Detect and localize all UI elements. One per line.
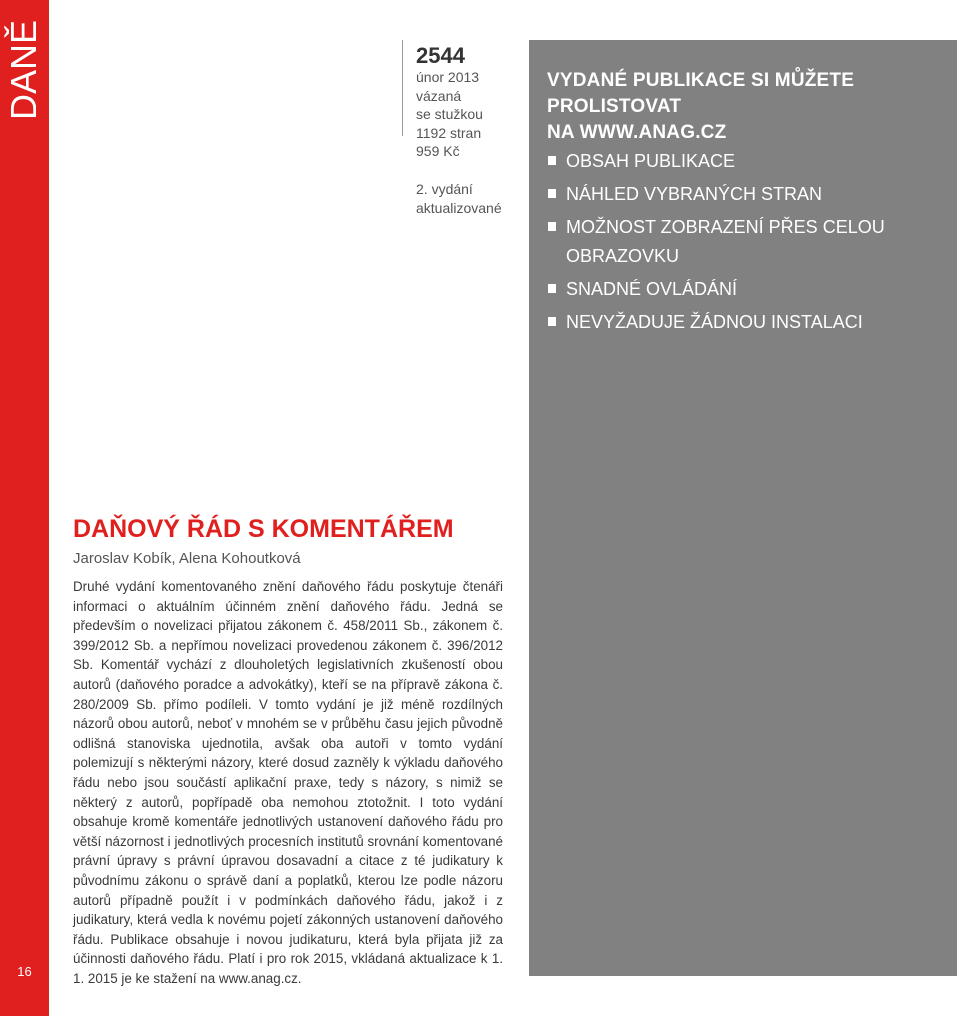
bullet-square-icon [548, 317, 556, 326]
feature-item [547, 180, 947, 209]
book-edition-line-2: aktualizované [416, 199, 502, 216]
book-binding-line-1: vázaná [416, 87, 462, 104]
feature-label: NÁHLED VYBRANÝCH STRAN [566, 184, 823, 204]
feature-list [547, 147, 947, 341]
book-price: 959 Kč [416, 143, 460, 160]
bullet-square-icon [548, 189, 556, 198]
book-date: únor 2013 [416, 69, 480, 85]
preview-heading-line-1: VYDANÉ PUBLIKACE SI MŮŽETE PROLISTOVAT [547, 70, 855, 117]
book-edition-line-1: 2. vydání [416, 180, 473, 197]
feature-label: NEVYŽADUJE ŽÁDNOU INSTALACI [566, 312, 863, 332]
book-binding-line-2: se stužkou [416, 106, 483, 123]
section-title: DANĚ [3, 19, 44, 121]
feature-label: SNADNÉ OVLÁDÁNÍ [566, 279, 738, 299]
feature-label: MOŽNOST ZOBRAZENÍ PŘES CELOU OBRAZOVKU [566, 217, 885, 266]
book-info [416, 44, 526, 217]
preview-heading-line-2: NA WWW.ANAG.CZ [547, 122, 727, 143]
feature-label: OBSAH PUBLIKACE [566, 151, 736, 171]
preview-heading [547, 68, 947, 146]
book-pages: 1192 stran [416, 124, 482, 141]
article-body: Druhé vydání komentovaného znění daňového řádu poskytuje čtenáři informaci o aktuálním účinném znění daňového řádu. Jedná se především o novelizaci přijatou zákonem č. 458/2011 Sb., zákonem č. 399/2012 Sb. a nepřímou novelizaci provedenou zákonem č. 396/2012 Sb. Komentář vychází z dlouholetých legislativních zkušeností obou autorů (daňového poradce a advokátky), kteří se na přípravě zákona č. 280/2009 Sb. přímo podíleli. V tomto vydání je již méně rozdílných názorů obou autorů, neboť v mnohém se v průběhu času jejich původně odlišná stanoviska ujednotila, avšak oba autoři v tomto vydání polemizují s některými názory, které dosud zazněly k výkladu daňového řádu nebo jsou součástí aplikační praxe, tedy s názory, s nimiž se některý z autorů, popřípadě oba nemohou ztotožnit. I toto vydání obsahuje kromě komentáře jednotlivých ustanovení daňového řádu pro větší názornost i jednotlivých procesních institutů srovnání komentované právní úpravy s právní úpravou dosavadní a citace z té judikatury k původnímu zákonu o správě daní a poplatků, kterou lze podle názoru autorů případně použít i v podmínkách daňového řádu, jakož i z judikatury, která vedla k novému pojetí zákonných ustanovení daňového řádu. Publikace obsahuje i novou judikaturu, která byla přijata již za účinnosti daňového řádu. Platí i pro rok 2015, vkládaná aktualizace k 1. 1. 2015 je ke stažení na www.anag.cz. [73, 579, 503, 986]
book-article [73, 514, 503, 988]
article-title: DAŇOVÝ ŘÁD S KOMENTÁŘEM [73, 515, 454, 543]
bullet-square-icon [548, 156, 556, 165]
article-authors: Jaroslav Kobík, Alena Kohoutková [73, 550, 301, 567]
feature-item [547, 147, 947, 176]
feature-item [547, 275, 947, 304]
bullet-square-icon [548, 284, 556, 293]
bullet-square-icon [548, 222, 556, 231]
feature-item [547, 213, 947, 271]
feature-item [547, 308, 947, 337]
book-code: 2544 [416, 43, 465, 68]
section-sidebar [0, 0, 49, 1016]
info-divider [402, 40, 403, 136]
page-number: 16 [17, 964, 32, 979]
